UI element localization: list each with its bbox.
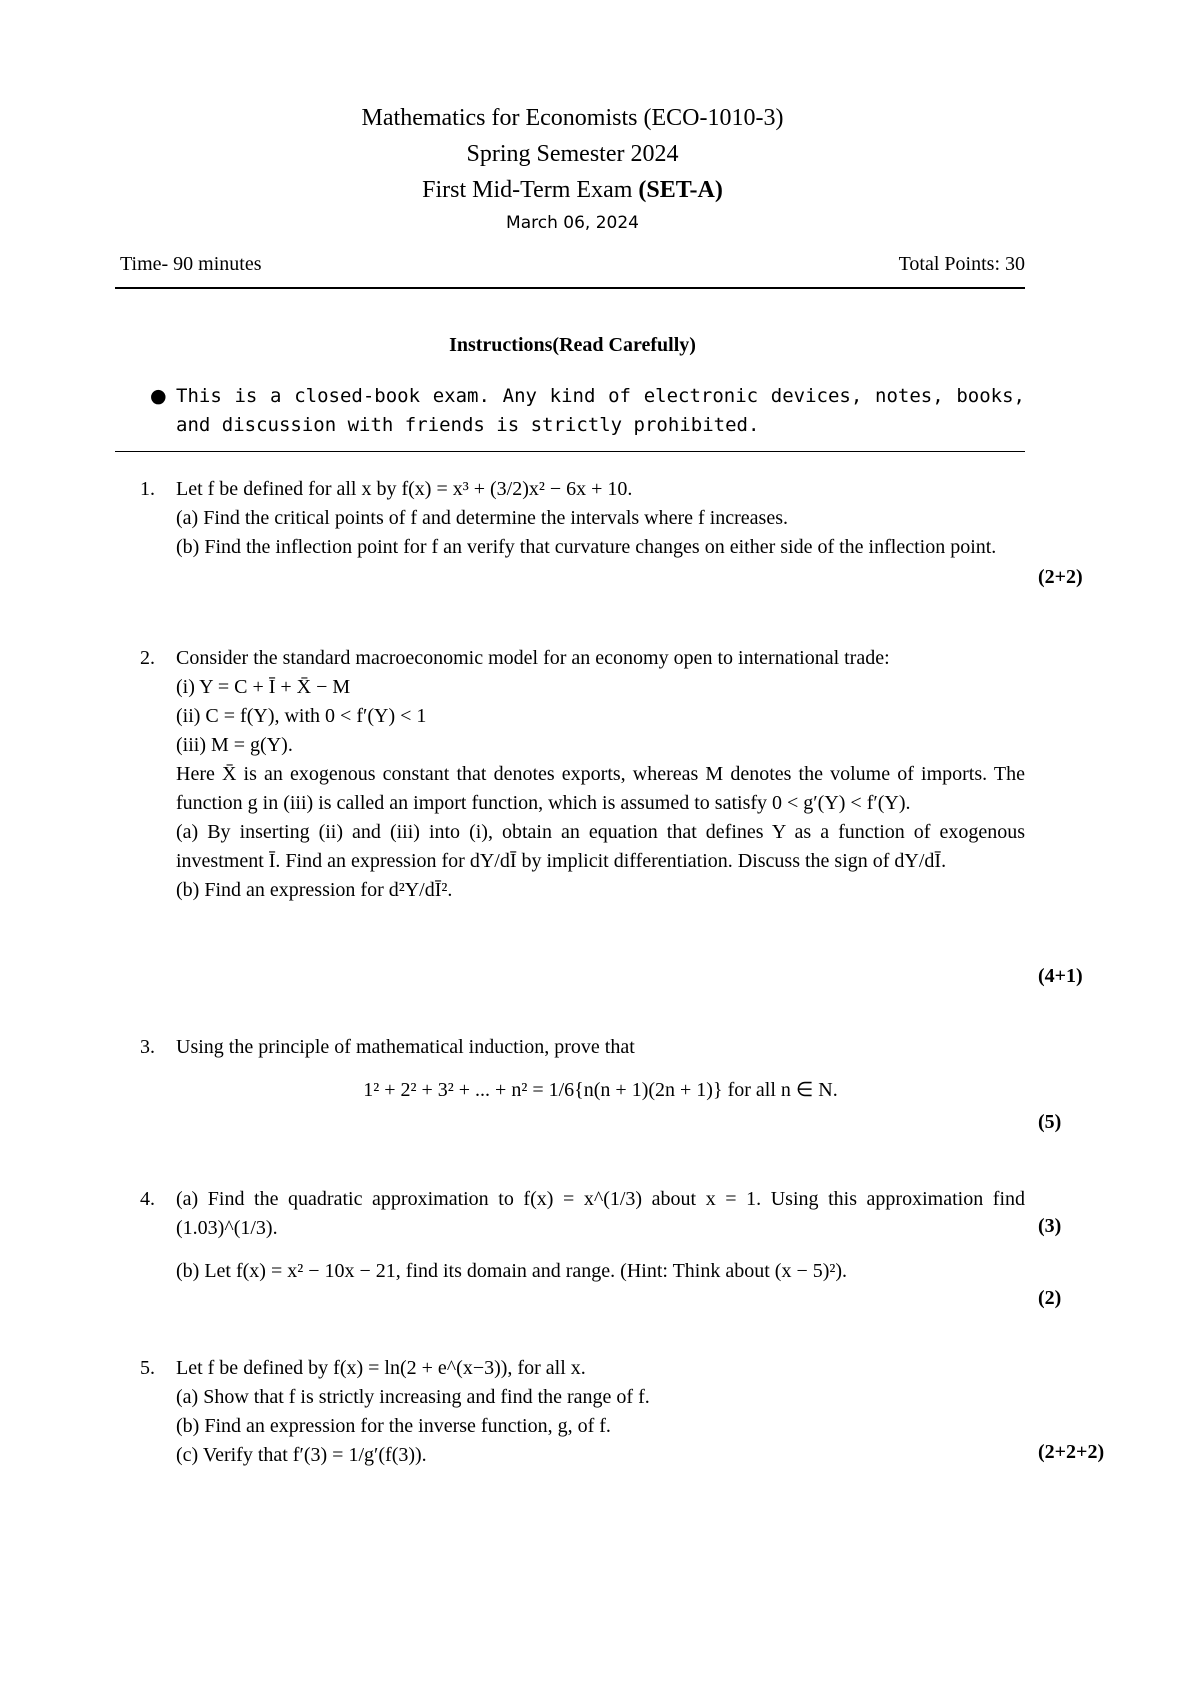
question-number: 5. — [140, 1357, 155, 1379]
question-number: 2. — [140, 647, 155, 669]
question-5-points: (2+2+2) — [1038, 1441, 1105, 1463]
model-equation-1: (i) Y = C + Ī + X̄ − M — [176, 676, 351, 698]
question-4a-points: (3) — [1038, 1215, 1062, 1237]
exam-set-label: (SET-A) — [638, 177, 723, 203]
question-part-c: (c) Verify that f′(3) = 1/g′(f(3)). — [176, 1444, 427, 1466]
header-divider — [115, 287, 1025, 289]
exam-date: March 06, 2024 — [506, 213, 639, 233]
semester-title: Spring Semester 2024 — [466, 141, 679, 167]
instruction-item — [150, 382, 1025, 440]
question-part-b: (b) Find the inflection point for f an verify that curvature changes on either side of the inflection point. — [176, 536, 997, 558]
question-3 — [140, 1033, 1025, 1105]
question-part-b: (b) Find an expression for the inverse function, g, of f. — [176, 1415, 611, 1437]
question-text: Consider the standard macroeconomic model for an economy open to international trade: — [176, 647, 890, 669]
question-text: Using the principle of mathematical induction, prove that — [176, 1036, 635, 1058]
instructions-divider — [115, 451, 1025, 452]
instruction-text: This is a closed-book exam. Any kind of electronic devices, notes, books, and discussion with friends is strictly prohibited. — [176, 385, 1025, 436]
question-number: 1. — [140, 478, 155, 500]
exam-header — [120, 100, 1025, 238]
question-4b-points: (2) — [1038, 1287, 1062, 1309]
time-limit: Time- 90 minutes — [120, 253, 262, 275]
question-1 — [140, 475, 1025, 562]
question-part-a: (a) Show that f is strictly increasing and find the range of f. — [176, 1386, 650, 1408]
instructions-title: Instructions(Read Carefully) — [449, 334, 696, 356]
question-number: 4. — [140, 1188, 155, 1210]
question-part-b: (b) Find an expression for d²Y/dĪ². — [176, 879, 453, 901]
model-explanation: Here X̄ is an exogenous constant that denotes exports, whereas M denotes the volume of imports. The function g in (iii) is called an import function, which is assumed to satisfy 0 < g′(Y) < f′(Y). — [176, 763, 1025, 814]
model-equation-2: (ii) C = f(Y), with 0 < f′(Y) < 1 — [176, 705, 427, 727]
exam-title-prefix: First Mid-Term Exam — [422, 177, 639, 203]
induction-equation: 1² + 2² + 3² + ... + n² = 1/6{n(n + 1)(2n + 1)} for all n ∈ N. — [363, 1079, 838, 1101]
question-part-b: (b) Let f(x) = x² − 10x − 21, find its domain and range. (Hint: Think about (x − 5)²). — [176, 1260, 848, 1282]
question-3-points: (5) — [1038, 1111, 1062, 1133]
exam-meta-row — [120, 253, 1025, 276]
question-2-points: (4+1) — [1038, 965, 1083, 987]
question-part-a: (a) By inserting (ii) and (iii) into (i), obtain an equation that defines Y as a function of exogenous investment Ī. Find an expression for dY/dĪ by implicit differentiation. Discuss the sign of dY/dĪ. — [176, 821, 1025, 872]
question-text: Let f be defined by f(x) = ln(2 + e^(x−3)), for all x. — [176, 1357, 586, 1379]
question-4 — [140, 1185, 1025, 1286]
model-equation-3: (iii) M = g(Y). — [176, 734, 293, 756]
question-5 — [140, 1354, 1025, 1470]
question-2 — [140, 644, 1025, 905]
bullet-icon: ● — [150, 385, 167, 407]
total-points: Total Points: 30 — [898, 253, 1025, 275]
question-text: Let f be defined for all x by f(x) = x³ + (3/2)x² − 6x + 10. — [176, 478, 633, 500]
question-1-points: (2+2) — [1038, 566, 1083, 588]
question-part-a: (a) Find the quadratic approximation to f(x) = x^(1/3) about x = 1. Using this approximation find (1.03)^(1/3). — [176, 1188, 1025, 1239]
question-number: 3. — [140, 1036, 155, 1058]
question-part-a: (a) Find the critical points of f and determine the intervals where f increases. — [176, 507, 788, 529]
course-title: Mathematics for Economists (ECO-1010-3) — [361, 105, 784, 131]
exam-title — [120, 172, 1025, 208]
